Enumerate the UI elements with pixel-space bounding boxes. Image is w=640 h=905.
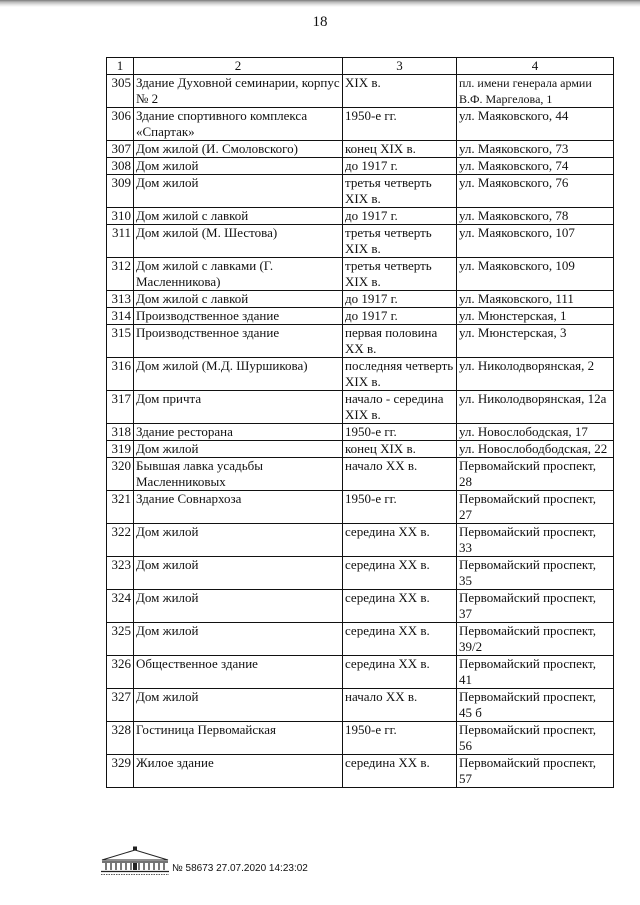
document-footer [100,846,460,880]
row-number: 319 [107,441,134,458]
row-number: 326 [107,656,134,689]
object-date: 1950-е гг. [343,424,457,441]
government-building-emblem-icon [100,846,170,876]
table-row [107,557,614,590]
object-date: середина XX в. [343,524,457,557]
object-name: Бывшая лавка усадьбы Масленниковых [134,458,343,491]
object-address: ул. Новослободская, 17 [457,424,614,441]
row-number: 315 [107,325,134,358]
object-name: Дом жилой с лавкой [134,291,343,308]
row-number: 317 [107,391,134,424]
table-row [107,291,614,308]
object-address: ул. Маяковского, 73 [457,141,614,158]
object-name: Дом жилой [134,623,343,656]
object-date: середина XX в. [343,755,457,788]
table-row [107,358,614,391]
object-address: ул. Маяковского, 44 [457,108,614,141]
object-date: середина XX в. [343,656,457,689]
table-row [107,75,614,108]
row-number: 320 [107,458,134,491]
object-date: последняя четверть XIX в. [343,358,457,391]
object-name: Здание Духовной семинарии, корпус № 2 [134,75,343,108]
column-header-number: 1 [107,58,134,75]
object-date: начало - середина XIX в. [343,391,457,424]
object-address: Первомайский проспект, 33 [457,524,614,557]
object-date: до 1917 г. [343,158,457,175]
table-row [107,158,614,175]
table-row [107,441,614,458]
table-header-row [107,58,614,75]
object-name: Дом жилой (М. Шестова) [134,225,343,258]
row-number: 307 [107,141,134,158]
row-number: 312 [107,258,134,291]
object-name: Дом жилой [134,175,343,208]
object-name: Здание спортивного комплекса «Спартак» [134,108,343,141]
object-date: третья четверть XIX в. [343,258,457,291]
row-number: 314 [107,308,134,325]
object-name: Жилое здание [134,755,343,788]
scan-edge [0,0,640,7]
table-row [107,325,614,358]
table-row [107,258,614,291]
row-number: 329 [107,755,134,788]
object-name: Дом жилой (М.Д. Шуршикова) [134,358,343,391]
object-name: Дом причта [134,391,343,424]
object-date: первая половина XX в. [343,325,457,358]
object-name: Производственное здание [134,308,343,325]
object-date: 1950-е гг. [343,491,457,524]
table-row [107,225,614,258]
object-date: середина XX в. [343,623,457,656]
row-number: 324 [107,590,134,623]
object-name: Дом жилой [134,689,343,722]
object-address: ул. Мюнстерская, 1 [457,308,614,325]
row-number: 323 [107,557,134,590]
table-row [107,108,614,141]
row-number: 305 [107,75,134,108]
object-date: 1950-е гг. [343,722,457,755]
object-name: Здание Совнархоза [134,491,343,524]
table-row [107,656,614,689]
row-number: 328 [107,722,134,755]
object-address: Первомайский проспект, 45 б [457,689,614,722]
row-number: 318 [107,424,134,441]
table-row [107,491,614,524]
table-row [107,689,614,722]
object-address: Первомайский проспект, 56 [457,722,614,755]
table-row [107,458,614,491]
row-number: 322 [107,524,134,557]
row-number: 309 [107,175,134,208]
object-name: Дом жилой [134,441,343,458]
table-row [107,623,614,656]
object-name: Дом жилой [134,158,343,175]
object-address: Первомайский проспект, 37 [457,590,614,623]
table-row [107,755,614,788]
column-header-address: 4 [457,58,614,75]
table-row [107,424,614,441]
object-name: Дом жилой [134,524,343,557]
object-date: начало XX в. [343,689,457,722]
object-name: Дом жилой с лавками (Г. Масленникова) [134,258,343,291]
object-name: Дом жилой с лавкой [134,208,343,225]
row-number: 321 [107,491,134,524]
column-header-date: 3 [343,58,457,75]
object-date: 1950-е гг. [343,108,457,141]
object-date: до 1917 г. [343,308,457,325]
object-address: Первомайский проспект, 28 [457,458,614,491]
object-address: ул. Новослободбодская, 22 [457,441,614,458]
object-address: ул. Николодворянская, 2 [457,358,614,391]
object-date: XIX в. [343,75,457,108]
column-header-name: 2 [134,58,343,75]
document-registration-stamp: № 58673 27.07.2020 14:23:02 [172,863,308,874]
table-body [107,75,614,788]
object-address: ул. Маяковского, 78 [457,208,614,225]
object-name: Здание ресторана [134,424,343,441]
object-address: ул. Мюнстерская, 3 [457,325,614,358]
object-date: до 1917 г. [343,208,457,225]
object-date: середина XX в. [343,590,457,623]
table-row [107,175,614,208]
object-address: Первомайский проспект, 35 [457,557,614,590]
object-address: ул. Маяковского, 109 [457,258,614,291]
row-number: 311 [107,225,134,258]
object-address: Первомайский проспект, 39/2 [457,623,614,656]
object-address: ул. Николодворянская, 12а [457,391,614,424]
object-address: Первомайский проспект, 57 [457,755,614,788]
object-date: начало XX в. [343,458,457,491]
row-number: 310 [107,208,134,225]
object-date: середина XX в. [343,557,457,590]
object-address: Первомайский проспект, 27 [457,491,614,524]
table-row [107,524,614,557]
row-number: 308 [107,158,134,175]
table-row [107,722,614,755]
object-name: Дом жилой [134,590,343,623]
row-number: 313 [107,291,134,308]
object-date: конец XIX в. [343,441,457,458]
object-date: третья четверть XIX в. [343,225,457,258]
row-number: 327 [107,689,134,722]
table-row [107,590,614,623]
object-date: конец XIX в. [343,141,457,158]
object-name: Гостиница Первомайская [134,722,343,755]
object-name: Общественное здание [134,656,343,689]
row-number: 306 [107,108,134,141]
row-number: 316 [107,358,134,391]
row-number: 325 [107,623,134,656]
object-address: ул. Маяковского, 107 [457,225,614,258]
object-address: ул. Маяковского, 111 [457,291,614,308]
object-address: Первомайский проспект, 41 [457,656,614,689]
object-address: ул. Маяковского, 74 [457,158,614,175]
page-number: 18 [312,14,328,30]
heritage-objects-table [106,57,614,788]
object-address: пл. имени генерала армии В.Ф. Маргелова, 1 [457,75,614,108]
table-row [107,308,614,325]
object-address: ул. Маяковского, 76 [457,175,614,208]
object-name: Дом жилой (И. Смоловского) [134,141,343,158]
object-name: Производственное здание [134,325,343,358]
object-date: до 1917 г. [343,291,457,308]
table-row [107,391,614,424]
object-name: Дом жилой [134,557,343,590]
table-row [107,208,614,225]
table-row [107,141,614,158]
object-date: третья четверть XIX в. [343,175,457,208]
